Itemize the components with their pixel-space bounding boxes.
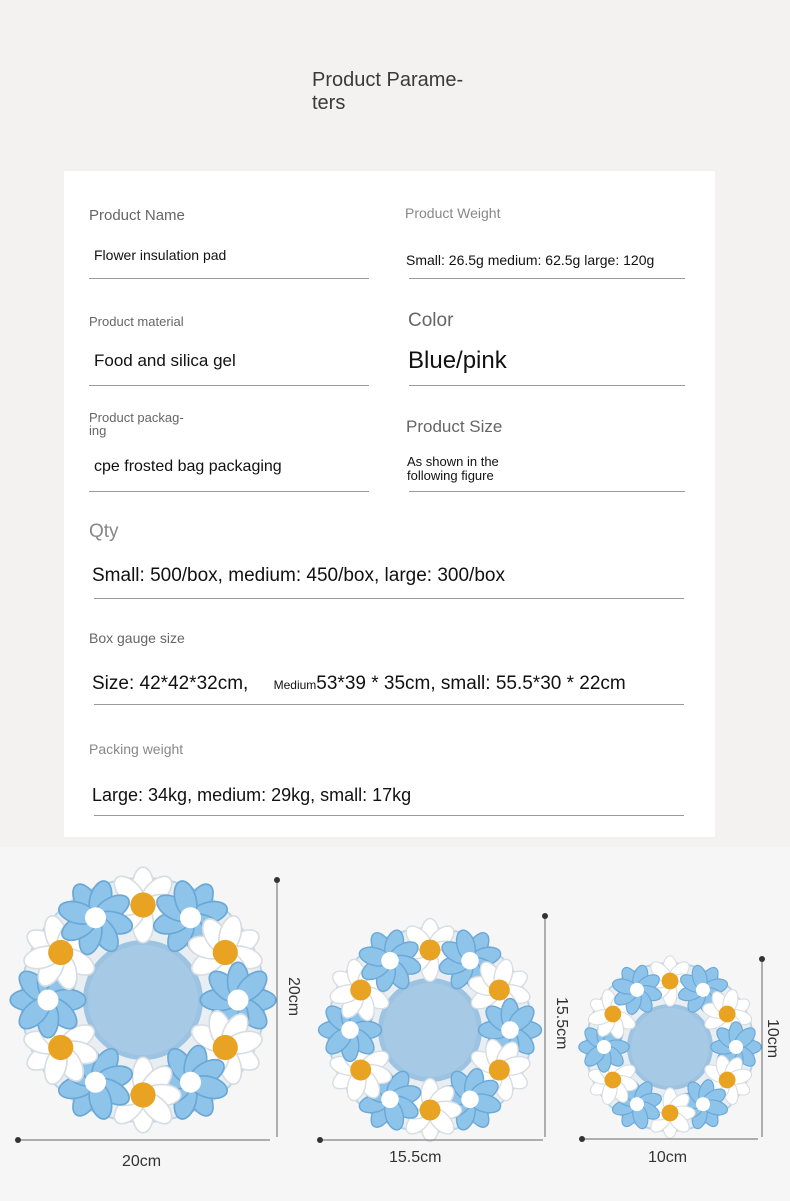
box-gauge-value [92, 673, 626, 695]
product-size-photo [0, 847, 790, 1201]
small-width-label: 10cm [648, 1149, 688, 1166]
product-name-value: Flower insulation pad [94, 247, 227, 263]
page-title: Product Parame- ters [312, 69, 464, 114]
product-packaging-value: cpe frosted bag packaging [94, 458, 282, 475]
product-packaging-underline [89, 491, 369, 492]
product-material-value: Food and silica gel [94, 351, 236, 370]
box-gauge-underline [94, 704, 684, 705]
product-weight-value: Small: 26.5g medium: 62.5g large: 120g [406, 252, 655, 268]
product-size-value: As shown in the following figure [407, 454, 499, 483]
product-weight-label: Product Weight [405, 205, 501, 221]
size-illustration [0, 847, 790, 1201]
product-material-label: Product material [89, 314, 184, 329]
box-gauge-value-part-a: Size: 42*42*32cm, [92, 673, 249, 694]
small-height-label: 10cm [764, 1019, 781, 1059]
product-name-label: Product Name [89, 207, 185, 224]
box-gauge-label: Box gauge size [89, 630, 185, 646]
product-size-underline [409, 491, 685, 492]
small-pad [578, 955, 761, 1138]
box-gauge-value-part-b: 53*39 * 35cm, small: 55.5*30 * 22cm [316, 673, 626, 694]
medium-width-label: 15.5cm [389, 1149, 442, 1166]
parameter-card [64, 171, 715, 837]
packing-weight-value: Large: 34kg, medium: 29kg, small: 17kg [92, 785, 412, 805]
qty-underline [94, 598, 684, 599]
packing-weight-underline [94, 815, 684, 816]
medium-pad [318, 918, 543, 1143]
large-height-label: 20cm [285, 977, 302, 1017]
qty-value: Small: 500/box, medium: 450/box, large: 300/box [92, 565, 505, 586]
product-packaging-label: Product packag- ing [89, 410, 184, 438]
product-material-underline [89, 385, 369, 386]
color-underline [409, 385, 685, 386]
qty-label: Qty [89, 521, 119, 542]
product-name-underline [89, 278, 369, 279]
box-gauge-medium-label: Medium [273, 678, 317, 692]
large-width-label: 20cm [122, 1153, 162, 1170]
packing-weight-label: Packing weight [89, 741, 184, 757]
product-weight-underline [409, 278, 685, 279]
large-pad [9, 866, 277, 1134]
color-value: Blue/pink [408, 347, 507, 374]
product-size-label: Product Size [406, 417, 503, 436]
medium-height-label: 15.5cm [553, 997, 570, 1050]
color-label: Color [408, 310, 454, 331]
